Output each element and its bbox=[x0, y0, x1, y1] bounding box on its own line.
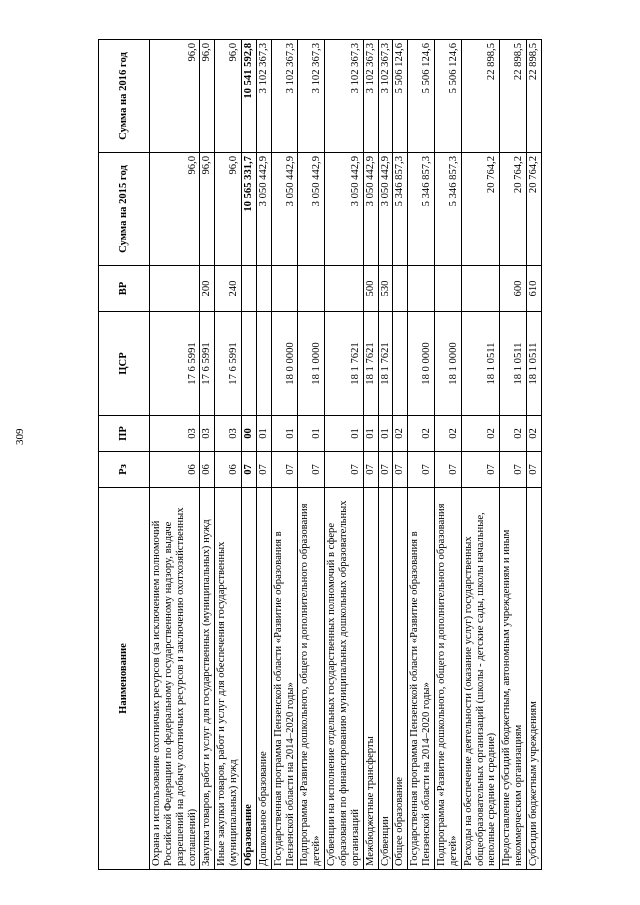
cell-sum-2016: 5 506 124,6 bbox=[393, 40, 408, 153]
cell-csr: 17 6 5991 bbox=[150, 312, 200, 416]
rotated-page-content bbox=[98, 40, 542, 870]
cell-name: Иные закупки товаров, работ и услуг для обеспечения государственных (муниципальных) нужд bbox=[215, 488, 242, 870]
cell-sum-2016: 3 102 367,3 bbox=[363, 40, 378, 153]
cell-sum-2016: 3 102 367,3 bbox=[378, 40, 393, 153]
cell-csr: 18 1 0511 bbox=[461, 312, 500, 416]
cell-name: Общее образование bbox=[393, 488, 408, 870]
cell-vr: 240 bbox=[215, 266, 242, 312]
cell-vr bbox=[393, 266, 408, 312]
cell-rz: 06 bbox=[150, 452, 200, 488]
cell-csr bbox=[242, 312, 257, 416]
cell-vr bbox=[435, 266, 462, 312]
cell-vr bbox=[256, 266, 271, 312]
cell-sum-2016: 22 898,5 bbox=[461, 40, 500, 153]
cell-sum-2016: 22 898,5 bbox=[500, 40, 527, 153]
cell-sum-2015: 3 050 442,9 bbox=[378, 153, 393, 266]
cell-rz: 07 bbox=[242, 452, 257, 488]
cell-vr bbox=[242, 266, 257, 312]
cell-sum-2016: 10 541 592,8 bbox=[242, 40, 257, 153]
cell-vr: 610 bbox=[527, 266, 542, 312]
cell-pr: 03 bbox=[200, 416, 215, 452]
cell-sum-2015: 3 050 442,9 bbox=[256, 153, 271, 266]
table-row bbox=[435, 40, 462, 870]
cell-pr: 01 bbox=[363, 416, 378, 452]
cell-vr bbox=[325, 266, 364, 312]
cell-sum-2015: 10 565 331,7 bbox=[242, 153, 257, 266]
cell-csr: 18 0 0000 bbox=[408, 312, 435, 416]
cell-pr: 03 bbox=[215, 416, 242, 452]
cell-rz: 06 bbox=[215, 452, 242, 488]
cell-csr: 18 1 0000 bbox=[435, 312, 462, 416]
cell-sum-2015: 20 764,2 bbox=[461, 153, 500, 266]
header-sum-2015: Сумма на 2015 год bbox=[99, 153, 150, 266]
table-row bbox=[271, 40, 298, 870]
cell-csr: 18 1 7621 bbox=[325, 312, 364, 416]
table-row bbox=[298, 40, 325, 870]
cell-pr: 02 bbox=[408, 416, 435, 452]
table-row bbox=[256, 40, 271, 870]
cell-name: Подпрограмма «Развитие дошкольного, общего и дополнительного образования детей» bbox=[435, 488, 462, 870]
cell-rz: 07 bbox=[363, 452, 378, 488]
table-row bbox=[363, 40, 378, 870]
cell-sum-2016: 3 102 367,3 bbox=[271, 40, 298, 153]
cell-name: Образование bbox=[242, 488, 257, 870]
cell-rz: 07 bbox=[527, 452, 542, 488]
cell-rz: 07 bbox=[461, 452, 500, 488]
table-row bbox=[200, 40, 215, 870]
cell-sum-2016: 3 102 367,3 bbox=[298, 40, 325, 153]
cell-vr bbox=[271, 266, 298, 312]
cell-csr: 18 0 0000 bbox=[271, 312, 298, 416]
cell-vr: 500 bbox=[363, 266, 378, 312]
cell-csr: 17 6 5991 bbox=[200, 312, 215, 416]
table-row bbox=[150, 40, 200, 870]
cell-csr bbox=[256, 312, 271, 416]
cell-pr: 02 bbox=[500, 416, 527, 452]
cell-sum-2016: 22 898,5 bbox=[527, 40, 542, 153]
cell-pr: 03 bbox=[150, 416, 200, 452]
cell-sum-2015: 20 764,2 bbox=[500, 153, 527, 266]
header-sum-2016: Сумма на 2016 год bbox=[99, 40, 150, 153]
cell-sum-2016: 3 102 367,3 bbox=[325, 40, 364, 153]
table-row bbox=[408, 40, 435, 870]
cell-sum-2016: 5 506 124,6 bbox=[435, 40, 462, 153]
cell-vr bbox=[150, 266, 200, 312]
table-row bbox=[325, 40, 364, 870]
cell-sum-2015: 20 764,2 bbox=[527, 153, 542, 266]
cell-vr: 600 bbox=[500, 266, 527, 312]
cell-rz: 06 bbox=[200, 452, 215, 488]
cell-rz: 07 bbox=[298, 452, 325, 488]
cell-sum-2015: 3 050 442,9 bbox=[298, 153, 325, 266]
cell-name: Подпрограмма «Развитие дошкольного, общего и дополнительного образования детей» bbox=[298, 488, 325, 870]
table-row bbox=[393, 40, 408, 870]
cell-sum-2016: 96,0 bbox=[150, 40, 200, 153]
cell-csr bbox=[393, 312, 408, 416]
cell-rz: 07 bbox=[378, 452, 393, 488]
cell-name: Субвенции на исполнение отдельных государственных полномочий в сфере образования по финансированию муниципальных дошкольных образовательных организаций bbox=[325, 488, 364, 870]
table-row bbox=[242, 40, 257, 870]
cell-sum-2015: 96,0 bbox=[200, 153, 215, 266]
header-rz: Рз bbox=[99, 452, 150, 488]
cell-csr: 18 1 7621 bbox=[378, 312, 393, 416]
table-row bbox=[461, 40, 500, 870]
cell-csr: 18 1 7621 bbox=[363, 312, 378, 416]
cell-pr: 02 bbox=[393, 416, 408, 452]
table-row bbox=[527, 40, 542, 870]
cell-csr: 18 1 0511 bbox=[527, 312, 542, 416]
cell-sum-2015: 3 050 442,9 bbox=[363, 153, 378, 266]
cell-sum-2015: 5 346 857,3 bbox=[408, 153, 435, 266]
page-number: 309 bbox=[14, 428, 26, 445]
cell-pr: 02 bbox=[435, 416, 462, 452]
cell-rz: 07 bbox=[500, 452, 527, 488]
cell-rz: 07 bbox=[271, 452, 298, 488]
cell-name: Субвенции bbox=[378, 488, 393, 870]
cell-pr: 01 bbox=[271, 416, 298, 452]
cell-sum-2015: 5 346 857,3 bbox=[393, 153, 408, 266]
cell-vr bbox=[298, 266, 325, 312]
cell-pr: 01 bbox=[378, 416, 393, 452]
cell-rz: 07 bbox=[435, 452, 462, 488]
header-pr: ПР bbox=[99, 416, 150, 452]
cell-name: Государственная программа Пензенской области «Развитие образования в Пензенской области на 2014–2020 годы» bbox=[271, 488, 298, 870]
cell-pr: 01 bbox=[298, 416, 325, 452]
cell-pr: 01 bbox=[256, 416, 271, 452]
cell-sum-2015: 5 346 857,3 bbox=[435, 153, 462, 266]
cell-rz: 07 bbox=[408, 452, 435, 488]
cell-sum-2016: 96,0 bbox=[200, 40, 215, 153]
header-name: Наименование bbox=[99, 488, 150, 870]
header-vr: ВР bbox=[99, 266, 150, 312]
table-row bbox=[215, 40, 242, 870]
cell-sum-2016: 96,0 bbox=[215, 40, 242, 153]
table-row bbox=[378, 40, 393, 870]
cell-vr bbox=[408, 266, 435, 312]
cell-csr: 17 6 5991 bbox=[215, 312, 242, 416]
cell-name: Межбюджетные трансферты bbox=[363, 488, 378, 870]
cell-sum-2016: 5 506 124,6 bbox=[408, 40, 435, 153]
cell-sum-2015: 3 050 442,9 bbox=[271, 153, 298, 266]
cell-name: Расходы на обеспечение деятельности (оказание услуг) государственных общеобразовательных организаций (школы - детские сады, школы начальные, неполные средние и средние) bbox=[461, 488, 500, 870]
cell-vr: 530 bbox=[378, 266, 393, 312]
cell-name: Государственная программа Пензенской области «Развитие образования в Пензенской области на 2014–2020 годы» bbox=[408, 488, 435, 870]
table-body bbox=[150, 40, 542, 870]
cell-name: Субсидии бюджетным учреждениям bbox=[527, 488, 542, 870]
cell-sum-2016: 3 102 367,3 bbox=[256, 40, 271, 153]
cell-pr: 00 bbox=[242, 416, 257, 452]
cell-vr: 200 bbox=[200, 266, 215, 312]
cell-csr: 18 1 0000 bbox=[298, 312, 325, 416]
cell-name: Дошкольное образование bbox=[256, 488, 271, 870]
cell-sum-2015: 96,0 bbox=[150, 153, 200, 266]
cell-sum-2015: 3 050 442,9 bbox=[325, 153, 364, 266]
cell-sum-2015: 96,0 bbox=[215, 153, 242, 266]
cell-rz: 07 bbox=[393, 452, 408, 488]
header-csr: ЦСР bbox=[99, 312, 150, 416]
table-header-row bbox=[99, 40, 150, 870]
cell-name: Предоставление субсидий бюджетным, автономным учреждениям и иным некоммерческим организациям bbox=[500, 488, 527, 870]
cell-pr: 02 bbox=[527, 416, 542, 452]
cell-csr: 18 1 0511 bbox=[500, 312, 527, 416]
budget-table bbox=[98, 39, 542, 870]
cell-rz: 07 bbox=[256, 452, 271, 488]
cell-name: Закупка товаров, работ и услуг для государственных (муниципальных) нужд bbox=[200, 488, 215, 870]
table-row bbox=[500, 40, 527, 870]
cell-pr: 02 bbox=[461, 416, 500, 452]
cell-rz: 07 bbox=[325, 452, 364, 488]
cell-vr bbox=[461, 266, 500, 312]
cell-pr: 01 bbox=[325, 416, 364, 452]
cell-name: Охрана и использование охотничьих ресурсов (за исключением полномочий Российской Федерации по федеральному государственному надзору, выдаче разрешений на добычу охотничьих ресурсов и заключению охотхозяйственных соглашений) bbox=[150, 488, 200, 870]
